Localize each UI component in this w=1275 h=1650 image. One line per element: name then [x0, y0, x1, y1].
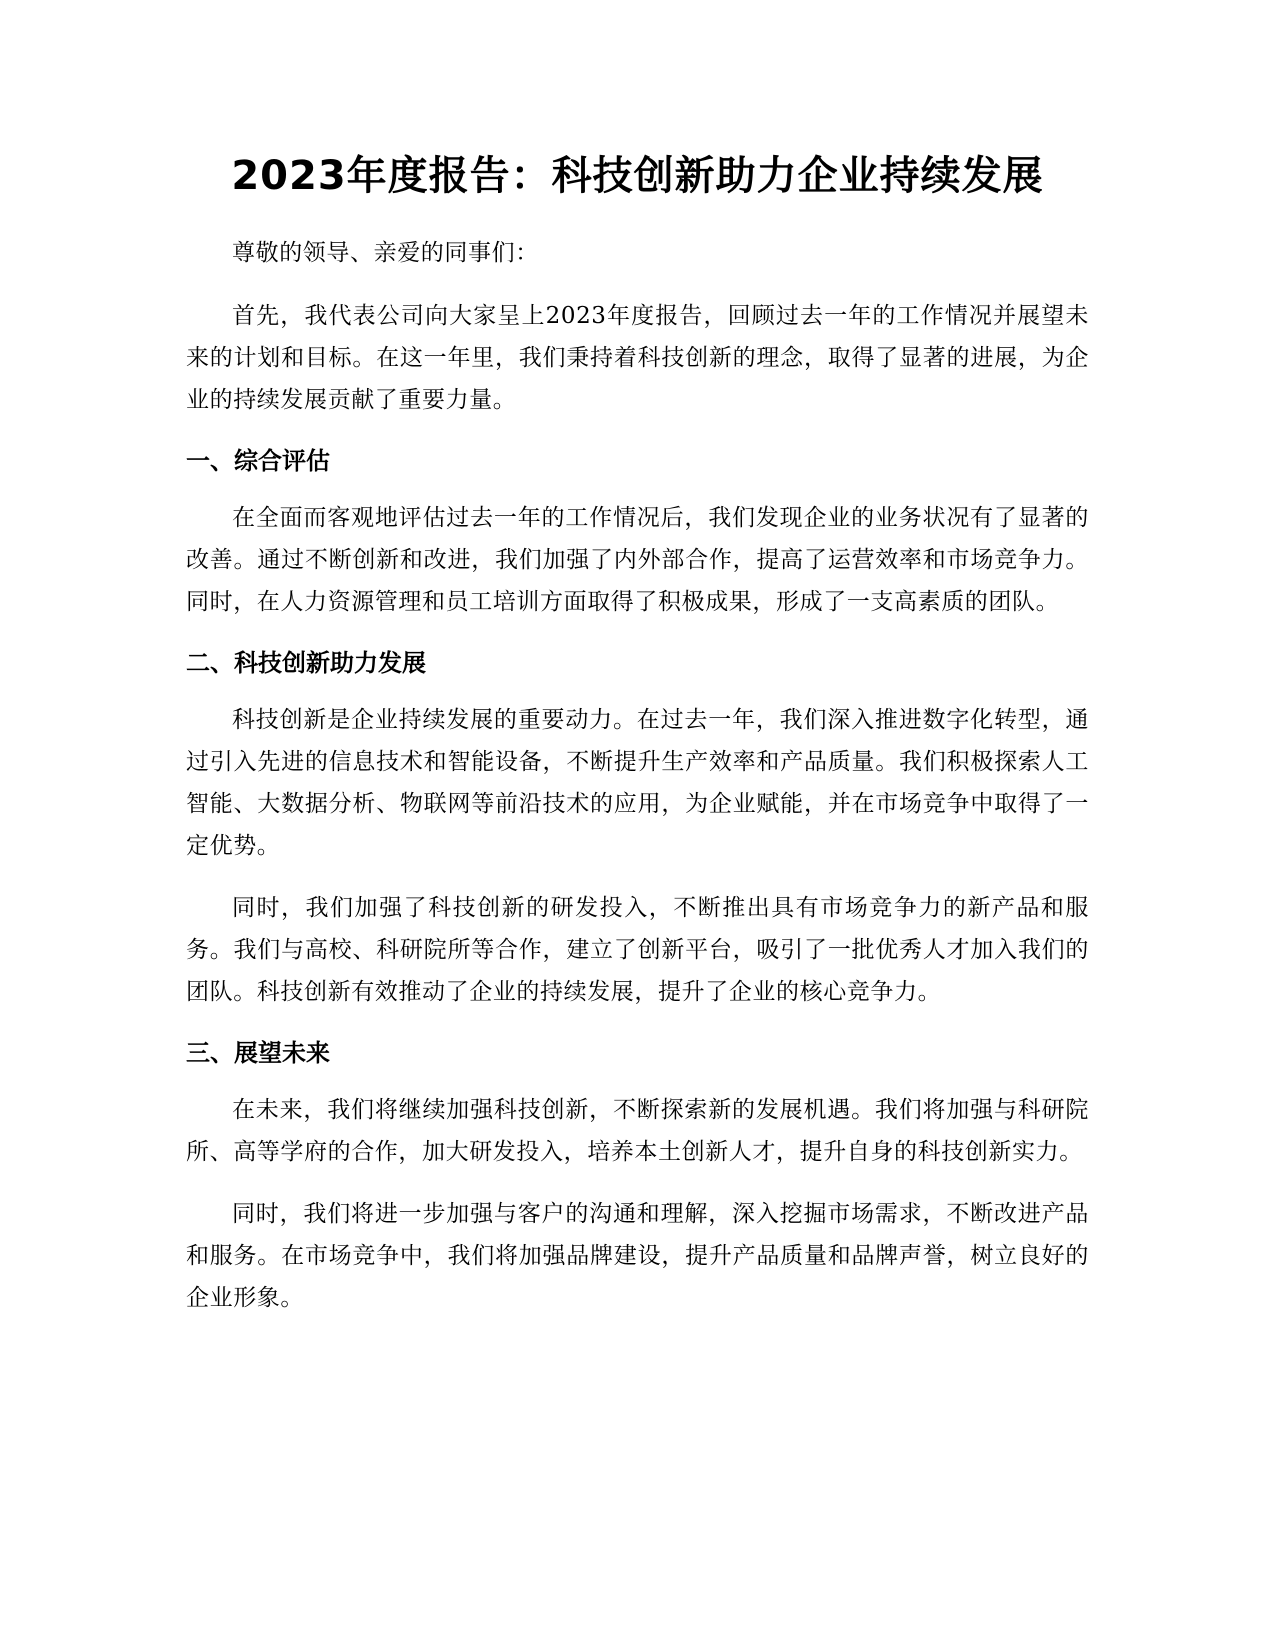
assessment-paragraph: 在全面而客观地评估过去一年的工作情况后，我们发现企业的业务状况有了显著的改善。通过不断创新和改进，我们加强了内外部合作，提高了运营效率和市场竞争力。同时，在人力资源管理和员工培训方面取得了积极成果，形成了一支高素质的团队。 — [186, 505, 1089, 615]
document-body — [186, 150, 1089, 1339]
document-title: 2023年度报告：科技创新助力企业持续发展 — [231, 153, 1044, 199]
section-heading-outlook: 三、展望未来 — [186, 1039, 330, 1067]
salutation: 尊敬的领导、亲爱的同事们： — [232, 240, 539, 266]
outlook-paragraph-2: 同时，我们将进一步加强与客户的沟通和理解，深入挖掘市场需求，不断改进产品和服务。在市场竞争中，我们将加强品牌建设，提升产品质量和品牌声誉，树立良好的企业形象。 — [186, 1201, 1089, 1311]
intro-paragraph: 首先，我代表公司向大家呈上2023年度报告，回顾过去一年的工作情况并展望未来的计划和目标。在这一年里，我们秉持着科技创新的理念，取得了显著的进展，为企业的持续发展贡献了重要力量。 — [186, 303, 1089, 413]
outlook-paragraph-1: 在未来，我们将继续加强科技创新，不断探索新的发展机遇。我们将加强与科研院所、高等学府的合作，加大研发投入，培养本土创新人才，提升自身的科技创新实力。 — [186, 1097, 1089, 1165]
section-heading-assessment: 一、综合评估 — [186, 447, 330, 475]
innovation-paragraph-1: 科技创新是企业持续发展的重要动力。在过去一年，我们深入推进数字化转型，通过引入先进的信息技术和智能设备，不断提升生产效率和产品质量。我们积极探索人工智能、大数据分析、物联网等前沿技术的应用，为企业赋能，并在市场竞争中取得了一定优势。 — [186, 707, 1089, 859]
section-heading-innovation: 二、科技创新助力发展 — [186, 649, 426, 677]
innovation-paragraph-2: 同时，我们加强了科技创新的研发投入，不断推出具有市场竞争力的新产品和服务。我们与高校、科研院所等合作，建立了创新平台，吸引了一批优秀人才加入我们的团队。科技创新有效推动了企业的持续发展，提升了企业的核心竞争力。 — [186, 895, 1089, 1005]
